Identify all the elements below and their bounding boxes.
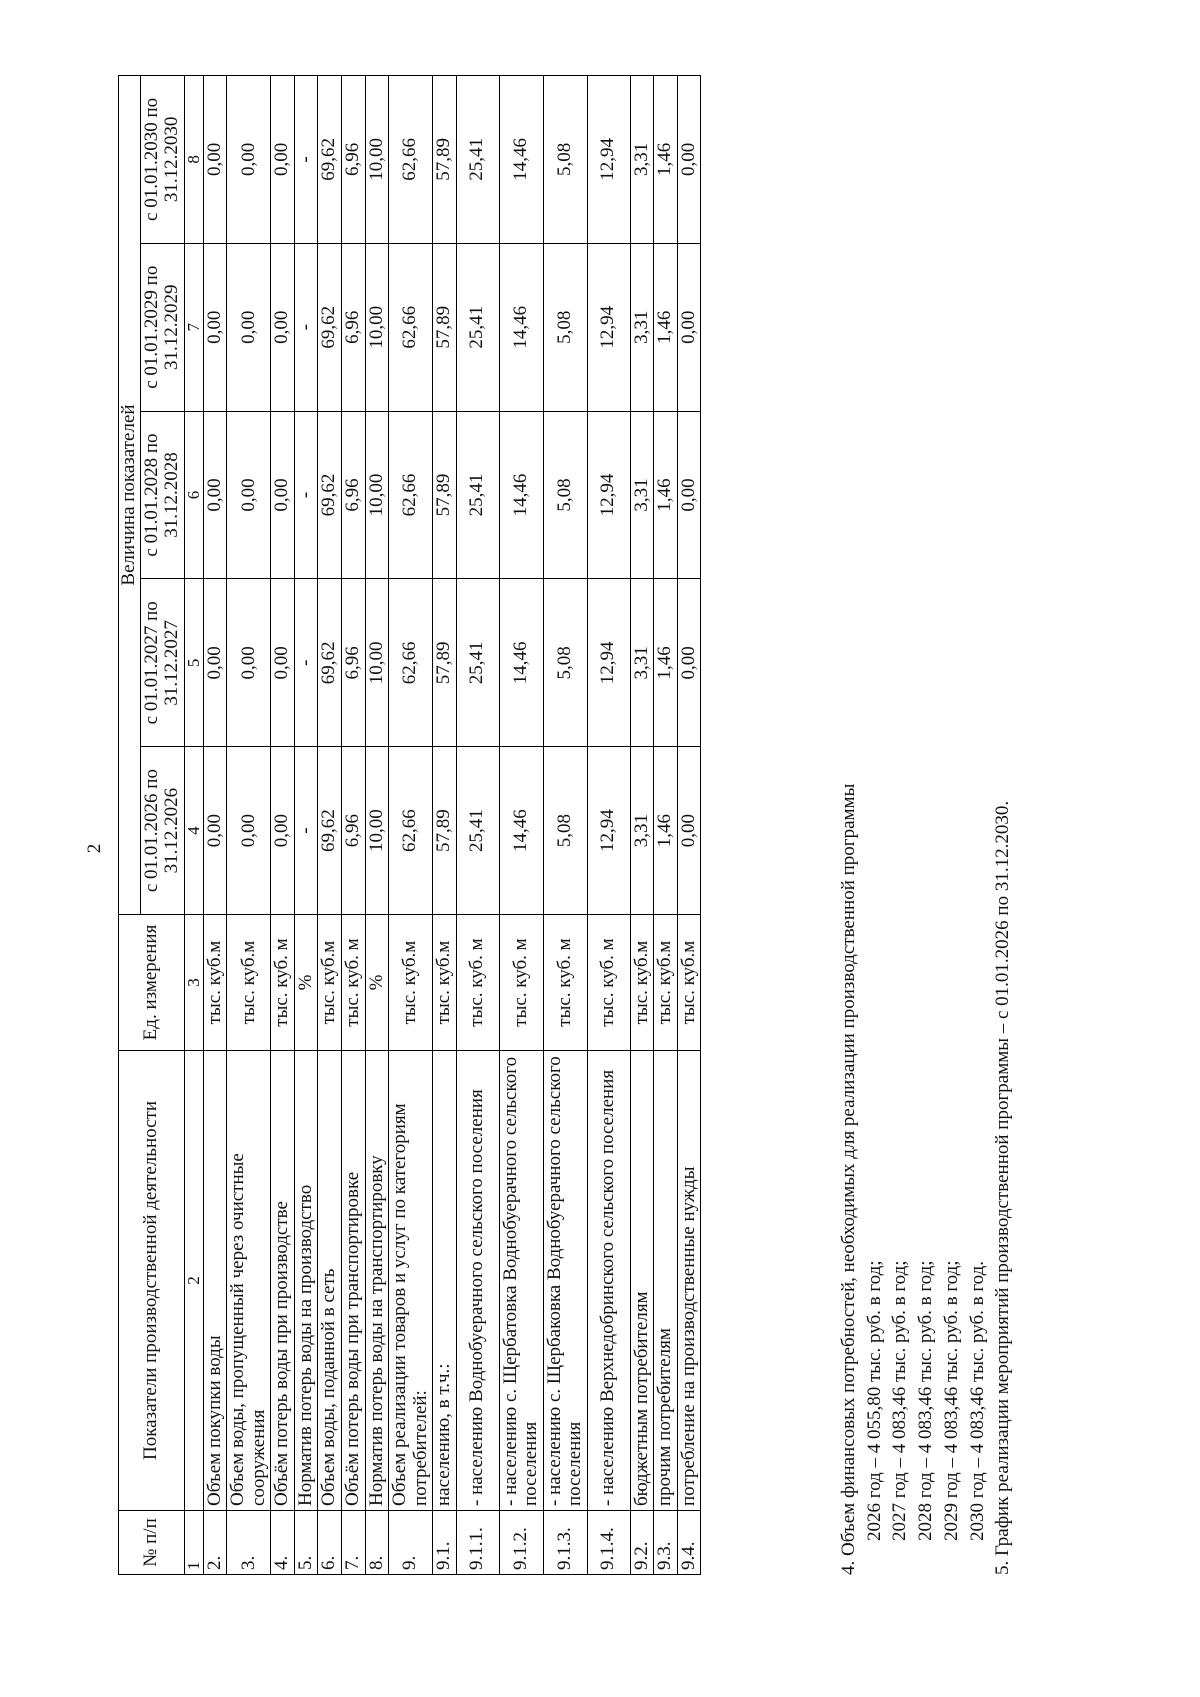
value-cell: 6,96 xyxy=(342,579,366,747)
financial-year-line: 2026 год – 4 055,80 тыс. руб. в год; xyxy=(863,1260,885,1541)
value-cell: 0,00 xyxy=(203,76,227,244)
value-cell: 12,94 xyxy=(587,411,630,579)
table-row xyxy=(456,76,499,1575)
schedule-line: 5. График реализации мероприятий производственной программы – с 01.01.2026 по 31.12.2030. xyxy=(992,800,1014,1575)
value-cell: 0,00 xyxy=(203,579,227,747)
value-cell: 6,96 xyxy=(342,747,366,915)
column-index: 7 xyxy=(184,243,203,411)
financial-year-line: 2030 год – 4 083,46 тыс. руб. в год. xyxy=(966,1260,988,1541)
value-cell: 0,00 xyxy=(271,411,295,579)
table-row xyxy=(203,76,227,1575)
row-number: 9.1.1. xyxy=(456,1511,499,1575)
value-cell: 6,96 xyxy=(342,76,366,244)
indicator-name: Объем воды, поданной в сеть xyxy=(318,1051,342,1511)
row-number: 4. xyxy=(271,1511,295,1575)
table-row xyxy=(318,76,342,1575)
value-cell: 62,66 xyxy=(389,747,433,915)
value-cell: 0,00 xyxy=(227,747,271,915)
value-cell: 62,66 xyxy=(389,579,433,747)
indicator-name: населению, в т.ч.: xyxy=(433,1051,457,1511)
value-cell: 0,00 xyxy=(677,243,701,411)
value-cell: 12,94 xyxy=(587,76,630,244)
indicator-name: прочим потребителям xyxy=(654,1051,678,1511)
value-cell: 0,00 xyxy=(271,243,295,411)
value-cell: 3,31 xyxy=(630,243,654,411)
value-cell: - xyxy=(294,76,318,244)
header-values-group: Величина показателей xyxy=(119,76,141,915)
value-cell: 57,89 xyxy=(433,579,457,747)
table-row xyxy=(499,76,543,1575)
header-period: с 01.01.2029 по 31.12.2029 xyxy=(140,243,184,411)
row-number: 7. xyxy=(342,1511,366,1575)
value-cell: 0,00 xyxy=(227,411,271,579)
value-cell: - xyxy=(294,243,318,411)
value-cell: 0,00 xyxy=(227,579,271,747)
value-cell: 25,41 xyxy=(456,243,499,411)
indicator-name: - населению с. Щербаковка Воднобуерачного сельского поселения xyxy=(543,1051,587,1511)
value-cell: 5,08 xyxy=(543,747,587,915)
value-cell: 6,96 xyxy=(342,243,366,411)
unit-cell: тыс. куб. м xyxy=(587,915,630,1051)
row-number: 5. xyxy=(294,1511,318,1575)
table-row xyxy=(365,76,389,1575)
value-cell: 0,00 xyxy=(677,747,701,915)
unit-cell: тыс. куб. м xyxy=(456,915,499,1051)
indicator-name: - населению Верхнедобринского сельского поселения xyxy=(587,1051,630,1511)
value-cell: 0,00 xyxy=(271,579,295,747)
column-index: 3 xyxy=(184,915,203,1051)
value-cell: 62,66 xyxy=(389,411,433,579)
value-cell: 1,46 xyxy=(654,243,678,411)
header-indicator: Показатели производственной деятельности xyxy=(119,1051,185,1511)
header-period: с 01.01.2026 по 31.12.2026 xyxy=(140,747,184,915)
table-row xyxy=(294,76,318,1575)
unit-cell: тыс. куб.м xyxy=(654,915,678,1051)
value-cell: 5,08 xyxy=(543,76,587,244)
value-cell: 57,89 xyxy=(433,243,457,411)
value-cell: 57,89 xyxy=(433,747,457,915)
row-number: 9.1.2. xyxy=(499,1511,543,1575)
unit-cell: тыс. куб.м xyxy=(318,915,342,1051)
value-cell: 69,62 xyxy=(318,243,342,411)
unit-cell: тыс. куб.м xyxy=(227,915,271,1051)
header-period: с 01.01.2030 по 31.12.2030 xyxy=(140,76,184,244)
value-cell: 0,00 xyxy=(271,76,295,244)
value-cell: 14,46 xyxy=(499,243,543,411)
value-cell: 12,94 xyxy=(587,747,630,915)
unit-cell: тыс. куб.м xyxy=(677,915,701,1051)
value-cell: 0,00 xyxy=(203,411,227,579)
unit-cell: тыс. куб. м xyxy=(499,915,543,1051)
value-cell: 0,00 xyxy=(271,747,295,915)
value-cell: 69,62 xyxy=(318,747,342,915)
column-index: 6 xyxy=(184,411,203,579)
value-cell: 14,46 xyxy=(499,411,543,579)
unit-cell: тыс. куб.м xyxy=(630,915,654,1051)
financial-year-line: 2029 год – 4 083,46 тыс. руб. в год; xyxy=(940,1260,962,1541)
notes-section xyxy=(836,75,1016,1575)
unit-cell: тыс. куб. м xyxy=(543,915,587,1051)
row-number: 3. xyxy=(227,1511,271,1575)
column-index: 4 xyxy=(184,747,203,915)
value-cell: 0,00 xyxy=(677,76,701,244)
value-cell: - xyxy=(294,747,318,915)
row-number: 9.1.3. xyxy=(543,1511,587,1575)
header-unit: Ед. измерения xyxy=(119,915,185,1051)
value-cell: 6,96 xyxy=(342,411,366,579)
indicator-name: Объем покупки воды xyxy=(203,1051,227,1511)
indicator-name: Норматив потерь воды на производство xyxy=(294,1051,318,1511)
indicator-name: Объем реализации товаров и услуг по категориям потребителей: xyxy=(389,1051,433,1511)
table-row xyxy=(654,76,678,1575)
value-cell: 1,46 xyxy=(654,579,678,747)
table-row xyxy=(587,76,630,1575)
value-cell: 0,00 xyxy=(677,411,701,579)
value-cell: 10,00 xyxy=(365,411,389,579)
table-header-row xyxy=(119,76,141,1575)
row-number: 6. xyxy=(318,1511,342,1575)
value-cell: 10,00 xyxy=(365,76,389,244)
indicator-name: - населению с. Щербатовка Воднобуерачного сельского поселения xyxy=(499,1051,543,1511)
value-cell: 3,31 xyxy=(630,579,654,747)
value-cell: 5,08 xyxy=(543,579,587,747)
column-index-row xyxy=(184,76,203,1575)
financial-needs-title: 4. Объем финансовых потребностей, необходимых для реализации производственной программы xyxy=(838,783,859,1575)
value-cell: 25,41 xyxy=(456,76,499,244)
table-row xyxy=(630,76,654,1575)
table-row xyxy=(227,76,271,1575)
value-cell: 25,41 xyxy=(456,747,499,915)
row-number: 9.2. xyxy=(630,1511,654,1575)
table-row xyxy=(342,76,366,1575)
indicator-name: бюджетным потребителям xyxy=(630,1051,654,1511)
value-cell: 0,00 xyxy=(227,76,271,244)
row-number: 9.1. xyxy=(433,1511,457,1575)
production-indicators-table xyxy=(118,75,701,1575)
value-cell: 0,00 xyxy=(227,243,271,411)
value-cell: 3,31 xyxy=(630,411,654,579)
row-number: 9.3. xyxy=(654,1511,678,1575)
value-cell: 25,41 xyxy=(456,411,499,579)
value-cell: - xyxy=(294,411,318,579)
value-cell: 3,31 xyxy=(630,76,654,244)
unit-cell: тыс. куб. м xyxy=(271,915,295,1051)
column-index: 8 xyxy=(184,76,203,244)
value-cell: 69,62 xyxy=(318,579,342,747)
column-index: 1 xyxy=(184,1511,203,1575)
header-number: № п/п xyxy=(119,1511,185,1575)
indicator-name: - населению Воднобуерачного сельского поселения xyxy=(456,1051,499,1511)
value-cell: 62,66 xyxy=(389,243,433,411)
table-row xyxy=(543,76,587,1575)
table-row xyxy=(433,76,457,1575)
value-cell: 1,46 xyxy=(654,76,678,244)
column-index: 2 xyxy=(184,1051,203,1511)
row-number: 9.4. xyxy=(677,1511,701,1575)
header-period: с 01.01.2027 по 31.12.2027 xyxy=(140,579,184,747)
indicator-name: потребление на производственные нужды xyxy=(677,1051,701,1511)
value-cell: 10,00 xyxy=(365,747,389,915)
unit-cell: тыс. куб.м xyxy=(203,915,227,1051)
page-number: 2 xyxy=(84,843,105,854)
indicator-name: Объём потерь воды при производстве xyxy=(271,1051,295,1511)
unit-cell: тыс. куб. м xyxy=(342,915,366,1051)
value-cell: 14,46 xyxy=(499,76,543,244)
row-number: 8. xyxy=(365,1511,389,1575)
value-cell: 10,00 xyxy=(365,243,389,411)
indicator-name: Объем воды, пропущенный через очистные сооружения xyxy=(227,1051,271,1511)
unit-cell: % xyxy=(294,915,318,1051)
unit-cell: тыс. куб.м xyxy=(389,915,433,1051)
value-cell: 1,46 xyxy=(654,411,678,579)
value-cell: 0,00 xyxy=(203,243,227,411)
value-cell: 14,46 xyxy=(499,747,543,915)
unit-cell: % xyxy=(365,915,389,1051)
value-cell: 3,31 xyxy=(630,747,654,915)
table-row xyxy=(389,76,433,1575)
column-index: 5 xyxy=(184,579,203,747)
value-cell: 1,46 xyxy=(654,747,678,915)
value-cell: 14,46 xyxy=(499,579,543,747)
indicator-name: Норматив потерь воды на транспортировку xyxy=(365,1051,389,1511)
value-cell: 12,94 xyxy=(587,243,630,411)
value-cell: 0,00 xyxy=(677,579,701,747)
indicator-name: Объём потерь воды при транспортировке xyxy=(342,1051,366,1511)
value-cell: 12,94 xyxy=(587,579,630,747)
unit-cell: тыс. куб.м xyxy=(433,915,457,1051)
financial-year-line: 2028 год – 4 083,46 тыс. руб. в год; xyxy=(915,1260,937,1541)
header-period: с 01.01.2028 по 31.12.2028 xyxy=(140,411,184,579)
value-cell: 69,62 xyxy=(318,411,342,579)
value-cell: 57,89 xyxy=(433,411,457,579)
row-number: 9. xyxy=(389,1511,433,1575)
financial-year-line: 2027 год – 4 083,46 тыс. руб. в год; xyxy=(889,1260,911,1541)
value-cell: 62,66 xyxy=(389,76,433,244)
value-cell: 57,89 xyxy=(433,76,457,244)
value-cell: 0,00 xyxy=(203,747,227,915)
value-cell: 5,08 xyxy=(543,243,587,411)
value-cell: - xyxy=(294,579,318,747)
row-number: 2. xyxy=(203,1511,227,1575)
value-cell: 5,08 xyxy=(543,411,587,579)
value-cell: 10,00 xyxy=(365,579,389,747)
table-row xyxy=(271,76,295,1575)
table-row xyxy=(677,76,701,1575)
value-cell: 69,62 xyxy=(318,76,342,244)
value-cell: 25,41 xyxy=(456,579,499,747)
row-number: 9.1.4. xyxy=(587,1511,630,1575)
